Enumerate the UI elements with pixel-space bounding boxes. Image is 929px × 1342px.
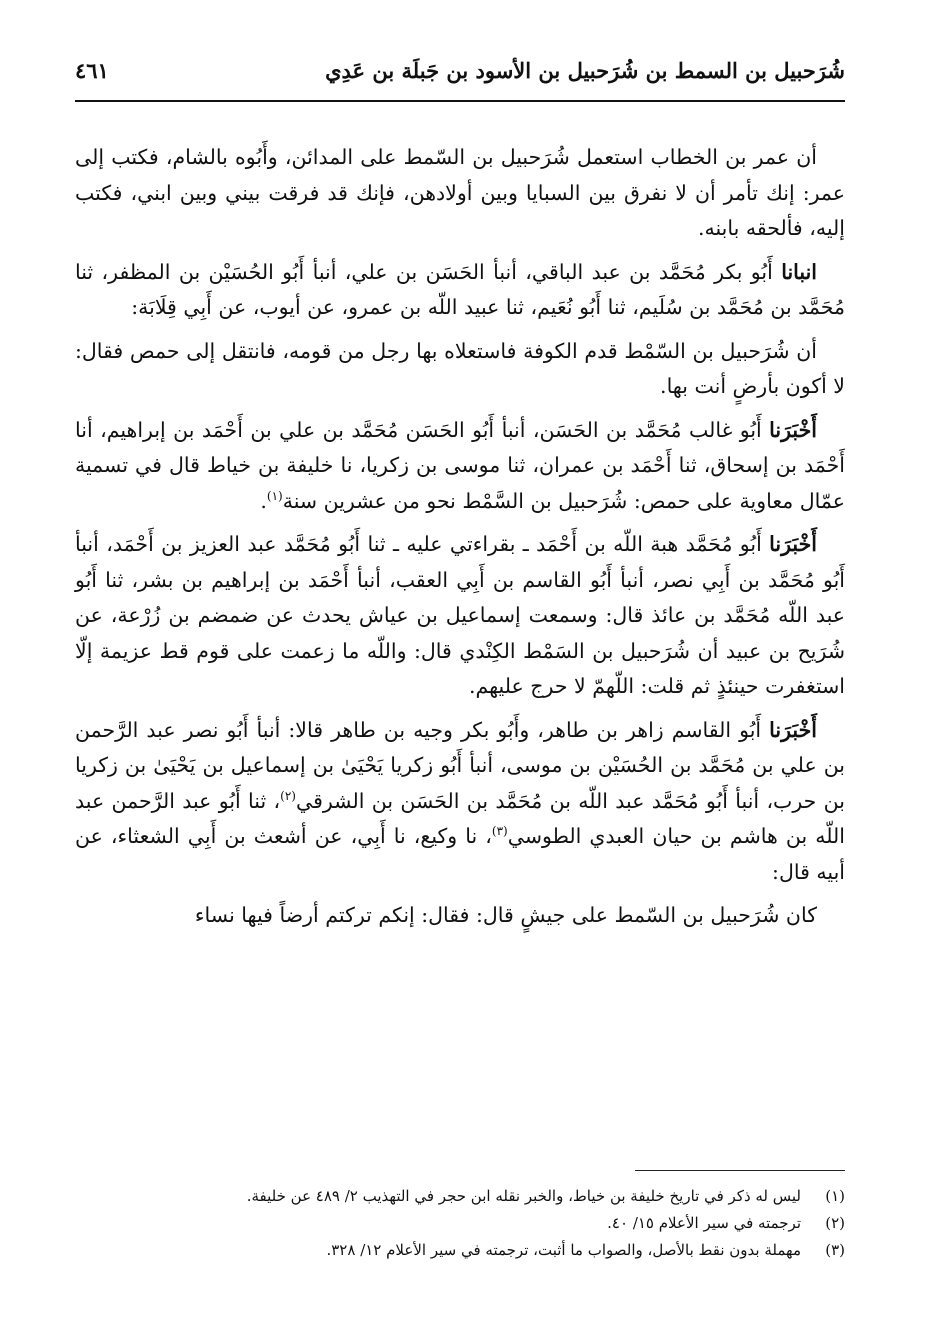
footnote <box>75 1237 845 1264</box>
running-header <box>75 58 845 94</box>
paragraph-text: ، ثنا أَبُو عبد الرَّحمن عبد اللّه بن هاشم بن حيان العبدي الطوسي <box>75 788 845 848</box>
footnote-text: ترجمته في سير الأعلام ١٥/ ٤٠. <box>607 1214 801 1232</box>
paragraph-lead: أَخْبَرَنا <box>769 717 817 742</box>
footnotes <box>75 1183 845 1264</box>
footnote-number: (٢) <box>825 1214 845 1232</box>
footnote-reference[interactable]: (١) <box>266 488 283 503</box>
paragraph-text: كان شُرَحبيل بن السّمط على جيشٍ قال: فقال: إنكم تركتم أرضاً فيها نساء <box>194 903 817 927</box>
paragraph <box>75 413 845 520</box>
footnote <box>75 1183 845 1210</box>
page-number: ٤٦١ <box>75 58 109 83</box>
paragraph <box>75 255 845 326</box>
footnote-reference[interactable]: (٣) <box>491 824 508 839</box>
paragraph-text: أَبُو مُحَمَّد هبة اللّه بن أَحْمَد ـ بقراءتي عليه ـ ثنا أَبُو مُحَمَّد عبد العزيز بن أَحْمَد، أنبأ أَبُو مُحَمَّد بن أَبِي نصر، أنبأ أَبُو القاسم بن أَبِي العقب، أنبأ أَحْمَد بن إبراهيم بن بشر، ثنا أَبُو عبد اللّه مُحَمَّد بن عائذ قال: وسمعت إسماعيل بن عياش يحدث عن ضمضم بن زُرْعة، عن شُرَيح بن عبيد أن شُرَحبيل بن السَمْط الكِنْدي قال: واللّه ما زعمت على قوم قط عزيمة إلّا استغفرت حينئذٍ ثم قلت: اللّهمّ لا حرج عليهم. <box>75 532 845 698</box>
footnote-number: (١) <box>825 1187 845 1205</box>
paragraph-lead: أَخْبَرَنا <box>769 417 817 442</box>
footnote-text: مهملة بدون نقط بالأصل، والصواب ما أثبت، ترجمته في سير الأعلام ١٢/ ٣٢٨. <box>326 1241 801 1259</box>
footnote <box>75 1210 845 1237</box>
footnote-number: (٣) <box>825 1241 845 1259</box>
header-rule <box>75 100 845 102</box>
paragraph-lead: انبانا <box>781 259 817 284</box>
main-text <box>75 140 845 934</box>
header-title: شُرَحبيل بن السمط بن شُرَحبيل بن الأسود بن جَبلَة بن عَدِي <box>325 58 845 83</box>
paragraph <box>75 898 845 934</box>
paragraph-text: أَبُو القاسم زاهر بن طاهر، وأَبُو بكر وجيه بن طاهر قالا: أنبأ أَبُو نصر عبد الرَّحمن بن علي بن مُحَمَّد بن الحُسَيْن بن موسى، أنبأ أَبُو زكريا يَحْيَىٰ بن إسماعيل بن يَحْيَىٰ بن زكريا بن حرب، أنبأ أَبُو مُحَمَّد عبد اللّه بن مُحَمَّد بن الحَسَن بن الشرقي <box>75 717 845 813</box>
paragraph-text: أَبُو غالب مُحَمَّد بن الحَسَن، أنبأ أَبُو الحَسَن مُحَمَّد بن علي بن أَحْمَد بن إبراهيم، أنا أَحْمَد بن إسحاق، ثنا أَحْمَد بن عمران، ثنا موسى بن زكريا، نا خليفة بن خياط قال في تسمية عمّال معاوية على حمص: شُرَحبيل بن السَّمْط نحو من عشرين سنة <box>75 417 845 513</box>
paragraph-text: أن شُرَحبيل بن السّمْط قدم الكوفة فاستعلاه بها رجل من قومه، فانتقل إلى حمص فقال: لا أكون بأرضٍ أنت بها. <box>75 338 845 398</box>
paragraph-text-end: ، نا وكيع، نا أَبِي، عن أشعث بن أَبِي الشعثاء، عن أبيه قال: <box>75 824 845 884</box>
paragraph <box>75 713 845 891</box>
paragraph-text: أَبُو بكر مُحَمَّد بن عبد الباقي، أنبأ الحَسَن بن علي، أنبأ أَبُو الحُسَيْن بن المظفر، ثنا مُحَمَّد بن مُحَمَّد بن سُلَيم، ثنا أَبُو نُعَيم، ثنا عبيد اللّه بن عمرو، عن أيوب، عن أَبِي قِلَابَة: <box>75 259 845 319</box>
paragraph <box>75 527 845 705</box>
footnote-text: ليس له ذكر في تاريخ خليفة بن خياط، والخبر نقله ابن حجر في التهذيب ٢/ ٤٨٩ عن خليفة. <box>246 1187 801 1205</box>
paragraph <box>75 140 845 247</box>
footnote-divider <box>635 1170 845 1171</box>
paragraph-lead: أَخْبَرَنا <box>769 532 817 556</box>
page <box>75 58 845 1259</box>
paragraph-text: أن عمر بن الخطاب استعمل شُرَحبيل بن السّمط على المدائن، وأَبُوه بالشام، فكتب إلى عمر: إنك تأمر أن لا نفرق بين السبايا وبين أولادهن، فإنك قد فرقت بيني وبين ابني، فكتب إليه، فألحقه بابنه. <box>75 145 845 240</box>
paragraph <box>75 334 845 405</box>
footnote-reference[interactable]: (٢) <box>280 788 296 803</box>
paragraph-text-end: . <box>260 488 267 513</box>
